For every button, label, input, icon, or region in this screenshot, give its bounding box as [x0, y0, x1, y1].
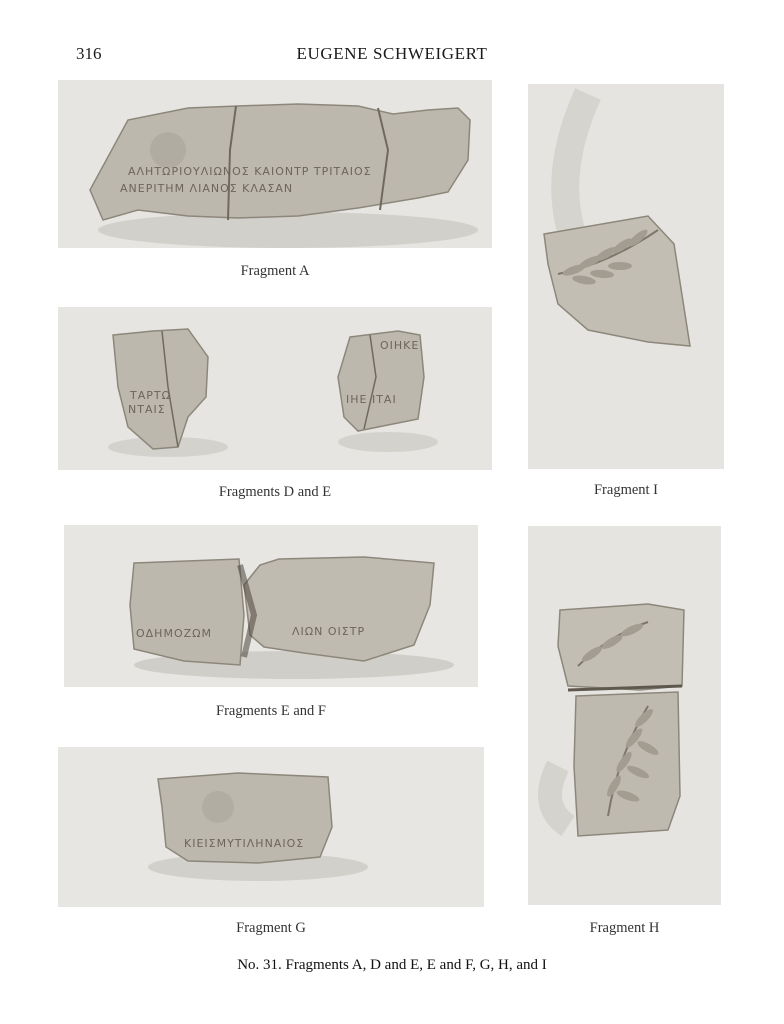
fragment-a-photo [58, 80, 492, 248]
svg-text:ΝΤΑΙΣ: ΝΤΑΙΣ [128, 403, 166, 416]
svg-text:ΛΙΩΝ ΟΙΣΤΡ: ΛΙΩΝ ΟΙΣΤΡ [292, 625, 366, 638]
svg-text:ΟΔΗΜΟΖΩΜ: ΟΔΗΜΟΖΩΜ [136, 627, 213, 640]
svg-text:ΙΗΕ ΙΤΑΙ: ΙΗΕ ΙΤΑΙ [346, 393, 397, 406]
fragment-g-photo [58, 747, 484, 907]
figure-caption: No. 31. Fragments A, D and E, E and F, G, H, and I [237, 957, 547, 973]
svg-text:ΟΙΗΚΕ: ΟΙΗΚΕ [380, 339, 420, 352]
fragment-h-photo [528, 526, 721, 905]
page-number: 316 [76, 44, 102, 63]
fragments-e-f-photo [64, 525, 478, 687]
fragment-g-caption: Fragment G [236, 920, 306, 936]
fragment-a-caption: Fragment A [240, 263, 310, 279]
fragment-h-caption: Fragment H [589, 920, 660, 936]
svg-text:ΚΙΕΙΣΜΥΤΙΛΗΝΑΙΟΣ: ΚΙΕΙΣΜΥΤΙΛΗΝΑΙΟΣ [184, 837, 305, 850]
svg-text:ΑΛΗΤΩΡΙΟΥΛΙΩΝΟΣ ΚΑΙΟΝΤΡ ΤΡΙΤΑΙ: ΑΛΗΤΩΡΙΟΥΛΙΩΝΟΣ ΚΑΙΟΝΤΡ ΤΡΙΤΑΙΟΣ [128, 165, 372, 178]
fragments-d-e-photo [58, 307, 492, 470]
fragments-e-f-caption: Fragments E and F [216, 703, 326, 719]
fragments-d-e-caption: Fragments D and E [218, 484, 332, 500]
running-title: EUGENE SCHWEIGERT [296, 44, 488, 63]
fragment-i-photo [528, 84, 724, 469]
svg-text:ΤΑΡΤΩ: ΤΑΡΤΩ [130, 389, 172, 402]
svg-text:ΑΝΕΡΙΤΗΜ ΛΙΑΝΟΣ ΚΛΑΣΑΝ: ΑΝΕΡΙΤΗΜ ΛΙΑΝΟΣ ΚΛΑΣΑΝ [120, 182, 294, 195]
fragment-i-caption: Fragment I [593, 482, 659, 498]
